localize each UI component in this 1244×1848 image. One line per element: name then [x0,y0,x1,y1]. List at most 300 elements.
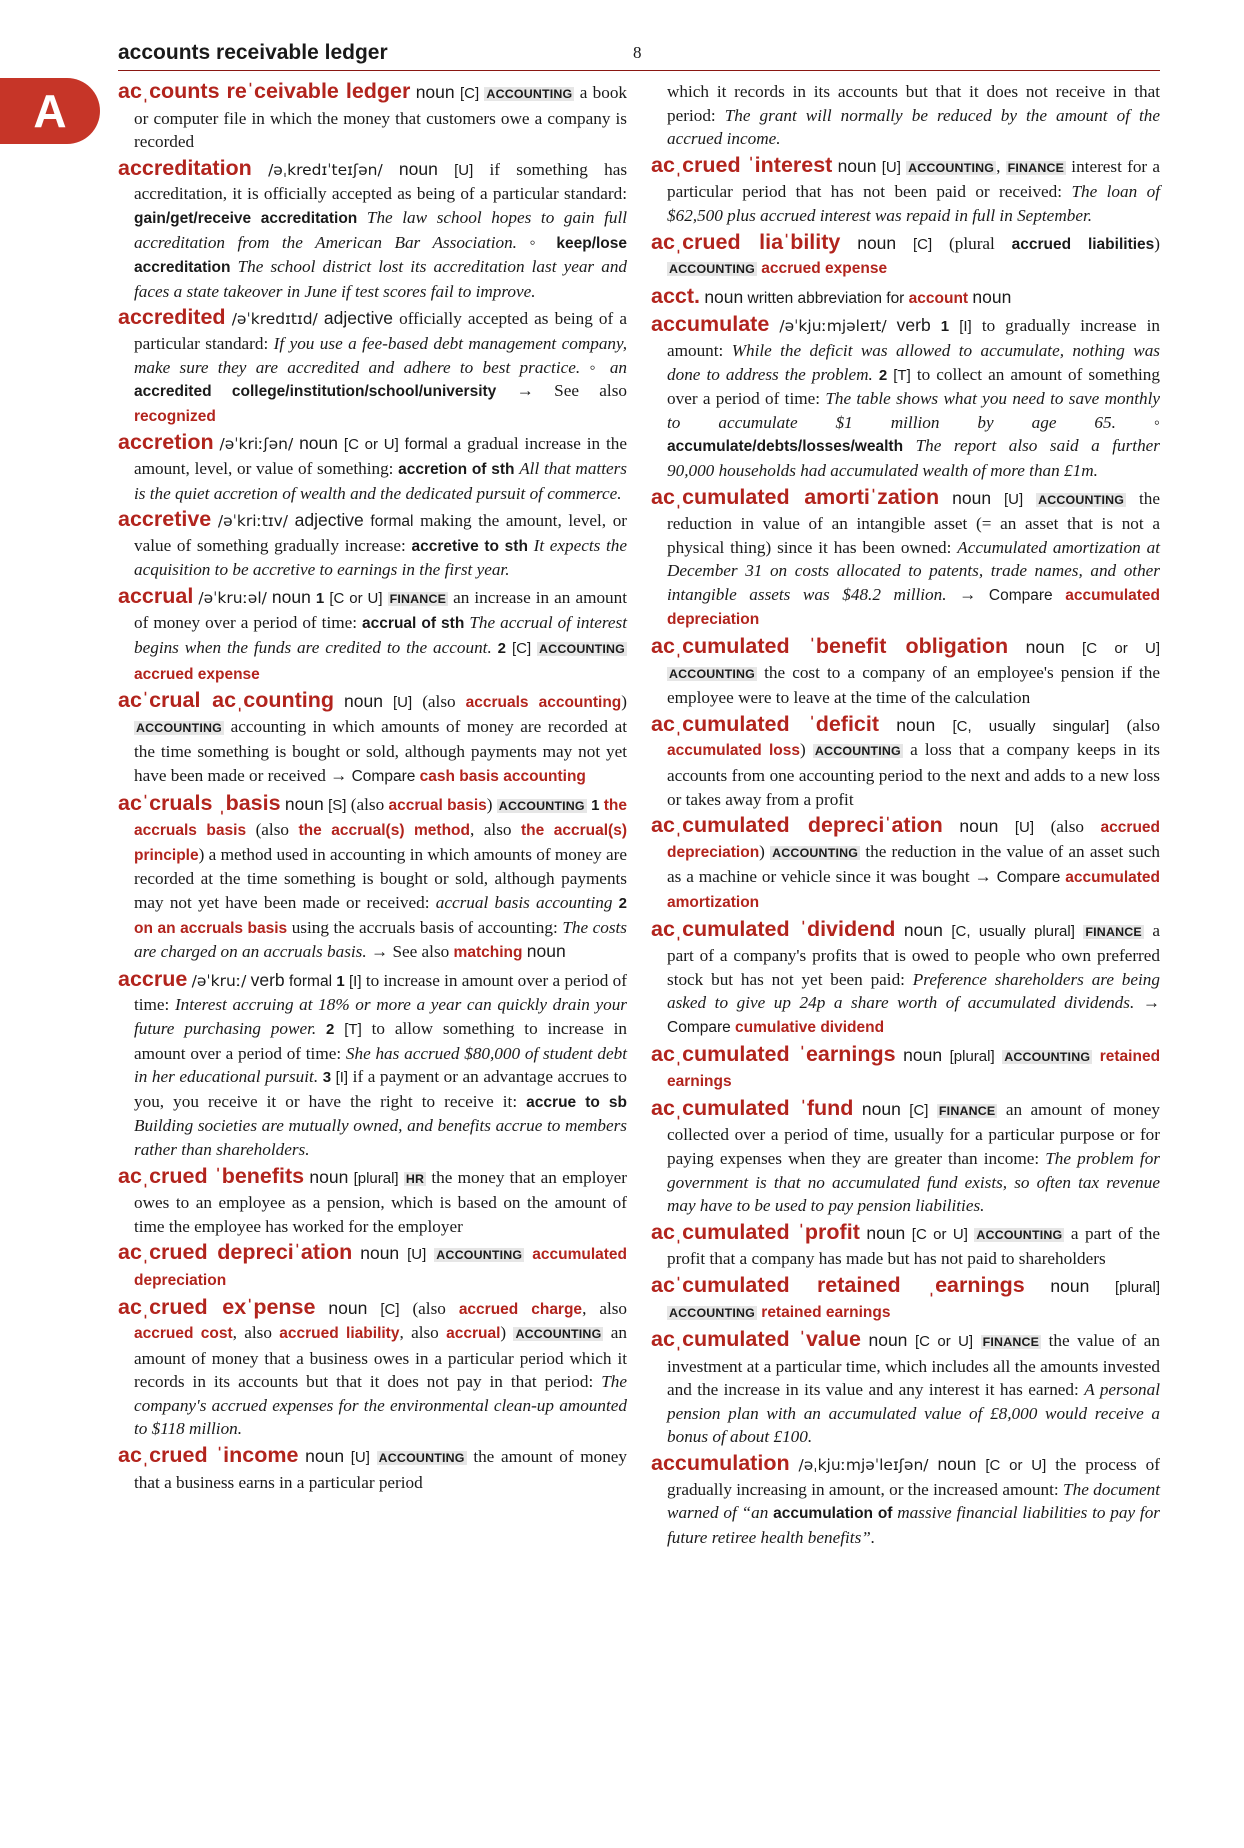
example-text: While the deficit was allowed to accumulate, nothing was done to address the problem. [667,340,1160,384]
example-text: Preference shareholders are being asked to give up 24p a share worth of accumulated dividends. [667,969,1160,1013]
part-of-speech: noun [360,1243,400,1264]
example-text: Building societies are mutually owned, and benefits accrue to members rather than shareholders. [134,1116,627,1159]
definition-text: (also [412,692,466,712]
dictionary-entry [118,306,627,428]
headword: accretive [118,507,212,532]
grammar-code: [C, usually singular] [952,717,1110,735]
grammar-code: [U] [1004,490,1024,508]
grammar-code: [C or U] [914,1333,974,1351]
definition-text [935,716,952,735]
headword: acˌcumulated amortiˈzation [651,484,940,509]
definition-text: an amount of money that a business owes in a particular period which it records in its accounts but that it does not pay in that period: [134,1323,627,1392]
definition-text [1008,638,1025,657]
dictionary-entry [651,713,1160,811]
definition-text: , also [582,1298,627,1318]
definition-text: (also [246,820,299,840]
dictionary-entry [651,1043,1160,1094]
cross-reference: the accrual(s) principle [134,822,627,864]
definition-text: to allow something to increase in amount over a period of time: [134,1018,628,1063]
grammar-code: [C, usually plural] [951,922,1075,940]
part-of-speech: verb [250,969,285,990]
cross-reference: on an accruals basis [134,919,288,937]
subject-label: ACCOUNTING [515,1327,602,1342]
cross-reference: recognized [134,407,216,425]
subject-label: FINANCE [982,1335,1040,1350]
definition-text [367,1299,380,1318]
part-of-speech: noun [704,286,744,307]
dictionary-entry [651,80,1160,151]
definition-text: the amount of money that a business earns in a particular period [134,1447,628,1492]
page-number: 8 [633,43,642,62]
dictionary-entry [651,1452,1160,1549]
definition-text [896,234,913,253]
grammar-code: [C or U] [985,1457,1047,1475]
definition-text: the cost to a company of an employee's pension if the employee were to leave at the time of the calculation [667,662,1160,708]
dictionary-entry [118,1444,627,1494]
definition-text: which it records in its accounts but that it does not receive in that period: [667,82,1160,125]
definition-text: , also [399,1323,447,1343]
usage-note: written abbreviation for [747,289,905,307]
definition-text: a book or computer file in which the money that customers owe a company is recorded [134,83,628,152]
example-text: She has accrued $80,000 of student debt in her educational pursuit. [134,1043,627,1087]
definition-text: ) [1154,233,1161,253]
example-text: Interest accruing at 18% or more a year can quickly drain your future purchasing power. [134,995,627,1038]
headword: accrual [118,583,194,608]
part-of-speech: adjective [323,308,393,329]
cross-reference: accumulated loss [667,742,800,760]
dictionary-entry [118,585,627,686]
cross-reference: accrued charge [458,1300,583,1318]
headword: acˌcumulated depreciˈation [651,813,943,838]
grammar-code: [C] [459,85,480,102]
definition-text [790,1455,799,1474]
definition-text [1089,1277,1115,1296]
cross-reference: accrued expense [134,665,260,683]
usage-note: formal [288,972,333,990]
definition-text [973,1331,981,1350]
grammar-code: [T] [344,1020,362,1038]
headword: acˌcrued ˈbenefits [118,1163,305,1188]
grammar-code: [C or U] [1082,640,1161,658]
definition-text [928,1100,936,1119]
definition-text [383,160,399,179]
example-text: The accrual of interest begins when the funds are credited to the account. [134,613,627,658]
subject-label: ACCOUNTING [669,666,755,681]
definition-text [853,1100,861,1119]
subject-label: FINANCE [389,591,447,606]
dictionary-entry [118,431,627,505]
definition-text: to increase in amount over a period of time: [134,970,628,1015]
cross-reference: accumulated amortization [667,869,1161,911]
definition-text [942,1046,950,1065]
dictionary-entry [118,508,627,582]
part-of-speech: noun [415,82,455,102]
dictionary-entry [118,968,627,1162]
subject-label: ACCOUNTING [669,262,755,277]
cross-reference: the accrual(s) method [298,822,470,840]
definition-text: ) [799,740,813,760]
cross-reference: retained earnings [667,1047,1161,1091]
subject-label: FINANCE [1085,924,1142,939]
grammar-code: [C] [913,235,933,253]
part-of-speech: noun [959,816,999,837]
definition-text [344,1447,351,1466]
part-of-speech: noun [398,158,438,179]
dictionary-entry [651,285,1160,311]
dictionary-entry [118,1165,627,1239]
example-text: The law school hopes to gain full accreditation from the American Bar Association. [134,207,628,252]
definition-text: a gradual increase in the amount, level, or value of something: [134,434,627,478]
definition-text [998,817,1015,836]
subject-label: FINANCE [1007,160,1065,175]
part-of-speech: noun [284,793,324,814]
definition-text: → [1134,993,1161,1013]
definition-text [1092,1046,1100,1065]
definition-text: , also [232,1323,280,1343]
definition-text: → See also [366,942,454,962]
definition-text [316,1019,326,1038]
definition-text [939,489,952,508]
definition-text [949,316,959,335]
definition-text: the value of an investment at a particular time, which includes all the amounts invested and the increase in its value and any interest it has earned: [667,1331,1160,1400]
headword: acˌcumulated ˈdeficit [651,711,880,736]
grammar-code: [U] [407,1246,427,1264]
headword: acˌcrued ˈincome [118,1443,299,1468]
grammar-code: [U] [1014,819,1035,837]
part-of-speech: adjective [294,510,364,531]
right-column [651,80,1160,1552]
cross-reference: the accruals basis [134,796,627,840]
grammar-code: [C or U] [911,1225,968,1243]
definition-text [931,316,941,335]
dictionary-entry [651,918,1160,1040]
cross-reference: accrual basis [388,796,487,814]
definition-text: ) [486,794,497,814]
cross-reference: cash basis accounting [419,768,586,786]
pronunciation: /əˌkredɪˈteɪʃən/ [268,160,383,179]
cross-reference: accrued depreciation [667,819,1160,861]
definition-text [211,511,218,530]
sense-number: 3 [322,1069,332,1087]
definition-text: if something has accreditation, it is officially accepted as being of a particular standard: [134,159,628,204]
example-text: The document warned of “an [667,1479,1160,1523]
definition-text: ◦ [580,357,610,377]
part-of-speech: noun [903,919,943,940]
cross-reference: retained earnings [761,1303,891,1321]
definition-text: a loss that a company keeps in its accounts from one accounting period to the next and adds to a new loss or takes away from a profit [667,740,1160,809]
definition-text [230,257,237,276]
grammar-code: [plural] [353,1169,399,1187]
definition-text: the reduction in the value of an asset such as a machine or vehicle since it was bought → [667,841,1160,887]
dictionary-entry [651,635,1160,710]
grammar-code: [I] [349,972,362,990]
example-text: The costs are charged on an accruals basis. [134,917,627,962]
headword: acˌcrued exˈpense [118,1294,316,1319]
pronunciation: /əˈkjuːmjəleɪt/ [779,317,887,336]
sense-number: 2 [618,895,628,912]
part-of-speech: noun [952,487,992,508]
definition-text [334,692,344,711]
definition-text [252,160,268,179]
definition-text [976,1455,985,1474]
letter-tab: A [0,78,100,144]
grammar-code: [plural] [1114,1278,1161,1296]
headword: acct. [651,283,701,308]
cross-reference: accumulated depreciation [134,1246,627,1289]
grammar-code: [S] [328,796,347,814]
collocation: accredited college/institution/school/university [134,383,497,401]
dictionary-entry [118,792,627,965]
grammar-code: [C] [909,1101,929,1119]
subject-label: ACCOUNTING [814,744,901,759]
headword: acˌcrued depreciˈation [118,1240,353,1265]
grammar-code: [U] [881,158,901,176]
headword: accumulate [651,312,770,337]
cross-reference: cumulative dividend [735,1018,885,1036]
cross-reference: accumulated depreciation [667,586,1161,629]
part-of-speech: noun [299,433,339,454]
dictionary-entry [651,814,1160,914]
pronunciation: /əˌkjuːmjəˈleɪʃən/ [798,1456,929,1475]
grammar-code: [C] [380,1300,400,1318]
headword: acˌcrued liaˈbility [651,229,841,254]
definition-text [357,208,367,227]
grammar-code: [C or U] [329,589,383,607]
definition-text [383,588,388,607]
cross-reference: accrued expense [761,260,888,278]
subject-label: HR [405,1171,425,1186]
left-column [118,80,627,1497]
definition-text [334,1019,344,1038]
definition-text: to collect an amount of something over a period of time: [667,364,1160,409]
definition-text: a part of a company's profits that is owed to people who own preferred stock but has not yet been paid: [667,920,1161,989]
cross-reference: accrued cost [134,1325,233,1343]
definition-text: ◦ [516,232,557,252]
example-text: All that matters is the quiet accretion of wealth and the dedicated pursuit of commerce. [134,458,627,503]
cross-reference: matching [453,944,523,962]
definition-text [901,1100,909,1119]
dictionary-entry [651,1274,1160,1325]
example-text: Accumulated amortization at December 31 on costs allocated to patents, trade names, and other intangible assets was $48.2 million. [667,537,1161,604]
example-text: If you use a fee-based debt management company, make sure they are accredited and adhere to best practice. [134,333,627,377]
example-text: It expects the acquisition to be accretive to earnings in the first year. [134,535,627,580]
definition-text: , [996,156,1006,176]
example-text: massive financial liabilities to pay for future retiree health benefits”. [667,1503,1160,1547]
subject-label: ACCOUNTING [772,845,859,860]
part-of-speech: noun [972,286,1012,307]
dictionary-entry [651,231,1160,282]
part-of-speech: noun [271,586,311,607]
dictionary-entry [651,313,1160,482]
grammar-code: [U] [454,161,474,179]
headword: accredited [118,305,226,330]
cross-reference: accrual [446,1325,501,1343]
definition-text [315,1299,328,1318]
collocation: gain/get/receive accreditation [134,209,358,227]
definition-text: the money that an employer owes to an employee as a pension, which is based on the amount of time the employee has worked for the employer [134,1167,628,1236]
part-of-speech: noun [305,1446,345,1467]
definition-text [895,921,904,940]
definition-text [879,716,896,735]
definition-text: to gradually increase in amount: [667,316,1160,360]
example-text: The loan of $62,500 plus accrued interest was repaid in full in September. [667,182,1160,225]
dictionary-entry [118,157,627,304]
collocation: accretive to sth [411,537,528,555]
part-of-speech: noun [861,1098,901,1119]
subject-label: ACCOUNTING [378,1451,465,1466]
definition-text: the process of gradually increasing in amount, or the increased amount: [667,1455,1161,1499]
part-of-speech: noun [868,1330,908,1351]
definition-text [887,316,897,335]
subject-label: ACCOUNTING [498,798,585,813]
subject-label: ACCOUNTING [976,1227,1063,1242]
dictionary-entry [651,486,1160,633]
subject-label: ACCOUNTING [669,1305,755,1320]
definition-text [903,436,916,455]
definition-text [288,511,295,530]
definition-text [383,692,393,711]
part-of-speech: noun [937,1454,977,1475]
sense-number: 1 [940,318,950,336]
dictionary-entry [651,1328,1160,1449]
dictionary-entry [651,1097,1160,1218]
definition-text: (also [1109,715,1160,735]
example-text: an [609,357,628,377]
grammar-code: [T] [893,366,911,384]
grammar-code: [I] [959,318,972,336]
subject-label: FINANCE [938,1103,996,1118]
definition-text [991,489,1004,508]
subject-label: ACCOUNTING [486,87,573,101]
definition-text: (also [399,1298,459,1318]
definition-text: officially accepted as being of a particular standard: [134,309,628,353]
part-of-speech: noun [344,691,383,712]
grammar-code: [I] [335,1069,349,1087]
definition-text: interest for a particular period that has not been paid or received: [667,156,1160,202]
example-text: The report also said a further 90,000 households had accumulated wealth of more than £1m. [667,436,1160,480]
definition-text: ◦ [1115,412,1160,432]
grammar-code: [C or U] [343,436,399,454]
grammar-code: [plural] [949,1047,995,1065]
example-text: The grant will normally be reduced by the amount of the accrued income. [667,105,1160,149]
example-text: The table shows what you need to save monthly to accumulate $1 million by age 65. [667,389,1160,432]
collocation: accumulation of [773,1505,893,1523]
definition-text [840,234,857,253]
part-of-speech: noun [526,941,566,962]
headword: acˈcumulated retained ˌearnings [651,1272,1025,1297]
headword: acˌcumulated ˈprofit [651,1219,860,1244]
part-of-speech: verb [896,315,931,336]
example-text: The company's accrued expenses for the environmental clean-up amounted to $118 million. [134,1372,627,1439]
headword: acˈcrual acˌcounting [118,688,334,713]
definition-text [896,1046,904,1065]
definition-text: → [946,584,989,604]
part-of-speech: noun [896,714,936,735]
sense-number: 1 [336,972,345,990]
collocation: accumulate/debts/losses/wealth [667,438,904,456]
definition-text [1053,585,1066,604]
headword: accretion [118,430,214,455]
headword: acˌcumulated ˈbenefit obligation [651,634,1009,659]
definition-text [943,817,960,836]
usage-note: Compare [351,768,416,786]
definition-text: ) [759,841,771,861]
definition-text [399,1244,407,1263]
headword: accreditation [118,155,252,180]
part-of-speech: noun [837,155,877,176]
definition-text: ) [500,1323,514,1343]
cross-reference: accrued liability [279,1325,400,1343]
headword: acˌcumulated ˈvalue [651,1327,861,1352]
headword: acˌcounts reˈceivable ledger [118,79,411,103]
cross-reference: account [908,289,969,307]
sense-number: 1 [315,589,325,607]
part-of-speech: noun [866,1222,906,1243]
sense-number: 1 [591,796,600,814]
dictionary-entry [651,1221,1160,1271]
definition-text [1065,638,1082,657]
subject-label: ACCOUNTING [908,160,995,175]
example-text: The problem for government is that no accumulated fund exists, so often tax revenue may have to be used to pay pension liabilities. [667,1148,1160,1216]
subject-label: ACCOUNTING [1004,1049,1091,1064]
part-of-speech: noun [1025,637,1065,658]
headword: accumulation [651,1451,790,1476]
dictionary-entry [118,1241,627,1292]
pronunciation: /əˈkriːʃən/ [219,435,294,454]
dictionary-entry [118,80,627,154]
definition-text [1023,489,1036,508]
grammar-code: [C] [511,640,532,658]
usage-note: formal [404,436,448,454]
grammar-code: [U] [350,1449,370,1467]
grammar-code: [U] [393,694,413,712]
headword: acˌcumulated ˈfund [651,1095,854,1120]
headword: acˌcumulated ˈearnings [651,1041,896,1066]
example-text: accrual basis accounting [435,893,613,912]
definition-text: accounting in which amounts of money are recorded at the time something is bought or sold, although payments may not yet have been made or received → [134,716,627,786]
definition-text: , also [469,820,521,840]
definition-text: making the amount, level, or value of something gradually increase: [134,511,628,555]
pronunciation: /əˈkruː/ [191,971,247,990]
definition-text [438,160,454,179]
subject-label: ACCOUNTING [436,1248,523,1263]
cross-reference: accruals accounting [465,694,622,712]
usage-note: Compare [988,586,1053,604]
usage-note: formal [370,513,414,531]
part-of-speech: noun [328,1297,368,1318]
definition-text: (also [346,794,389,814]
definition-text: (plural [932,233,1012,253]
part-of-speech: noun [309,1166,349,1187]
collocation: accretion of sth [398,460,515,478]
definition-text: an amount of money collected over a period of time, usually for a particular purpose or for paying expenses when they are greater than income: [667,1099,1161,1168]
pronunciation: /əˈkriːtɪv/ [217,512,289,531]
collocation: accrue to sb [526,1093,628,1111]
headword: acˌcrued ˈinterest [651,152,833,177]
subject-label: ACCOUNTING [539,642,626,657]
part-of-speech: noun [1050,1275,1090,1296]
subject-label: ACCOUNTING [136,720,222,735]
definition-text: the reduction in value of an intangible asset (= an asset that is not a physical thing) since it has been owned: [667,488,1161,557]
definition-text: ) [621,692,627,712]
dictionary-entry [118,689,627,788]
dictionary-entry [651,154,1160,228]
collocation: accrued liabilities [1011,235,1155,253]
definition-text: a part of the profit that a company has made but has not paid to shareholders [667,1223,1161,1269]
headword: acˌcumulated ˈdividend [651,916,896,941]
sense-number: 2 [878,366,888,384]
definition-text [769,316,779,335]
